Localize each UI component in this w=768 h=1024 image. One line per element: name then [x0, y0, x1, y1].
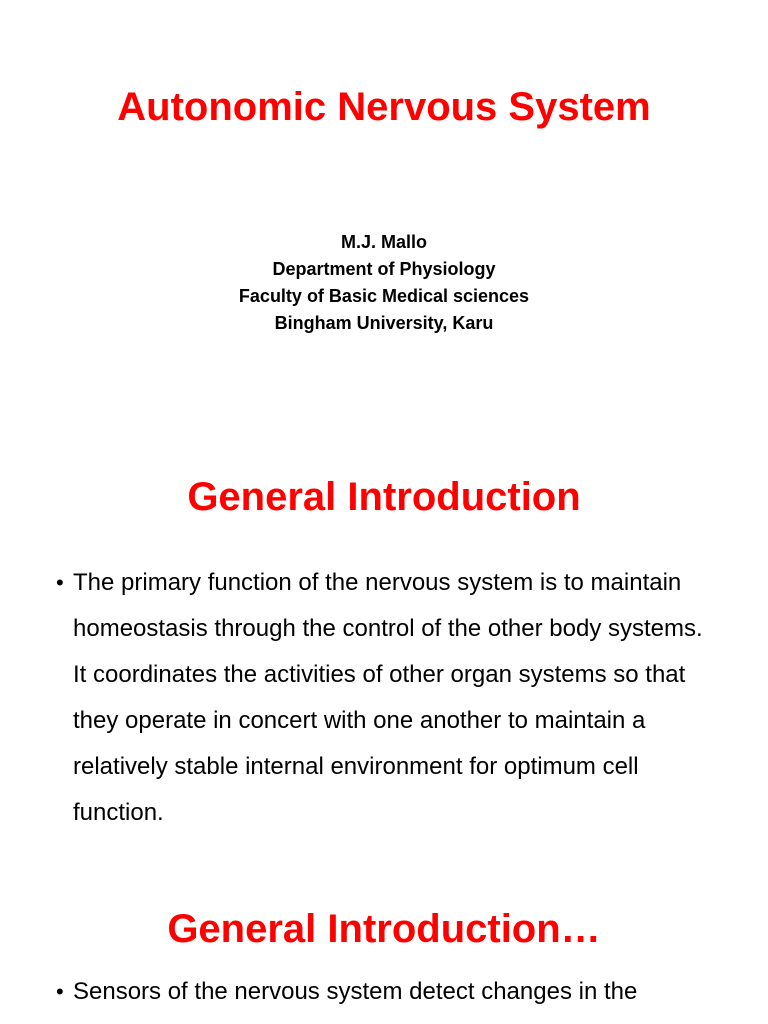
bullet-text: Sensors of the nervous system detect changes in the — [73, 978, 638, 1005]
bullet-text: The primary function of the nervous system is to maintain homeostasis through the control of the other body systems. It coordinates the activities of other organ systems so that they operate in concert with one another to maintain a relatively stable internal environment for optimum cell function. — [73, 569, 703, 826]
bullet-icon: • — [56, 570, 64, 595]
bullet-item — [56, 560, 716, 836]
author-block — [0, 229, 768, 337]
bullet-icon: • — [56, 979, 64, 1004]
author-department: Department of Physiology — [272, 259, 496, 279]
slide-title-general-introduction-continued: General Introduction… — [167, 907, 601, 951]
slide-title-general-introduction: General Introduction — [187, 475, 581, 519]
author-university: Bingham University, Karu — [274, 313, 494, 333]
author-name: M.J. Mallo — [340, 232, 427, 252]
author-faculty: Faculty of Basic Medical sciences — [238, 286, 530, 306]
slide-title-autonomic: Autonomic Nervous System — [117, 85, 651, 129]
bullet-item — [56, 969, 716, 1015]
